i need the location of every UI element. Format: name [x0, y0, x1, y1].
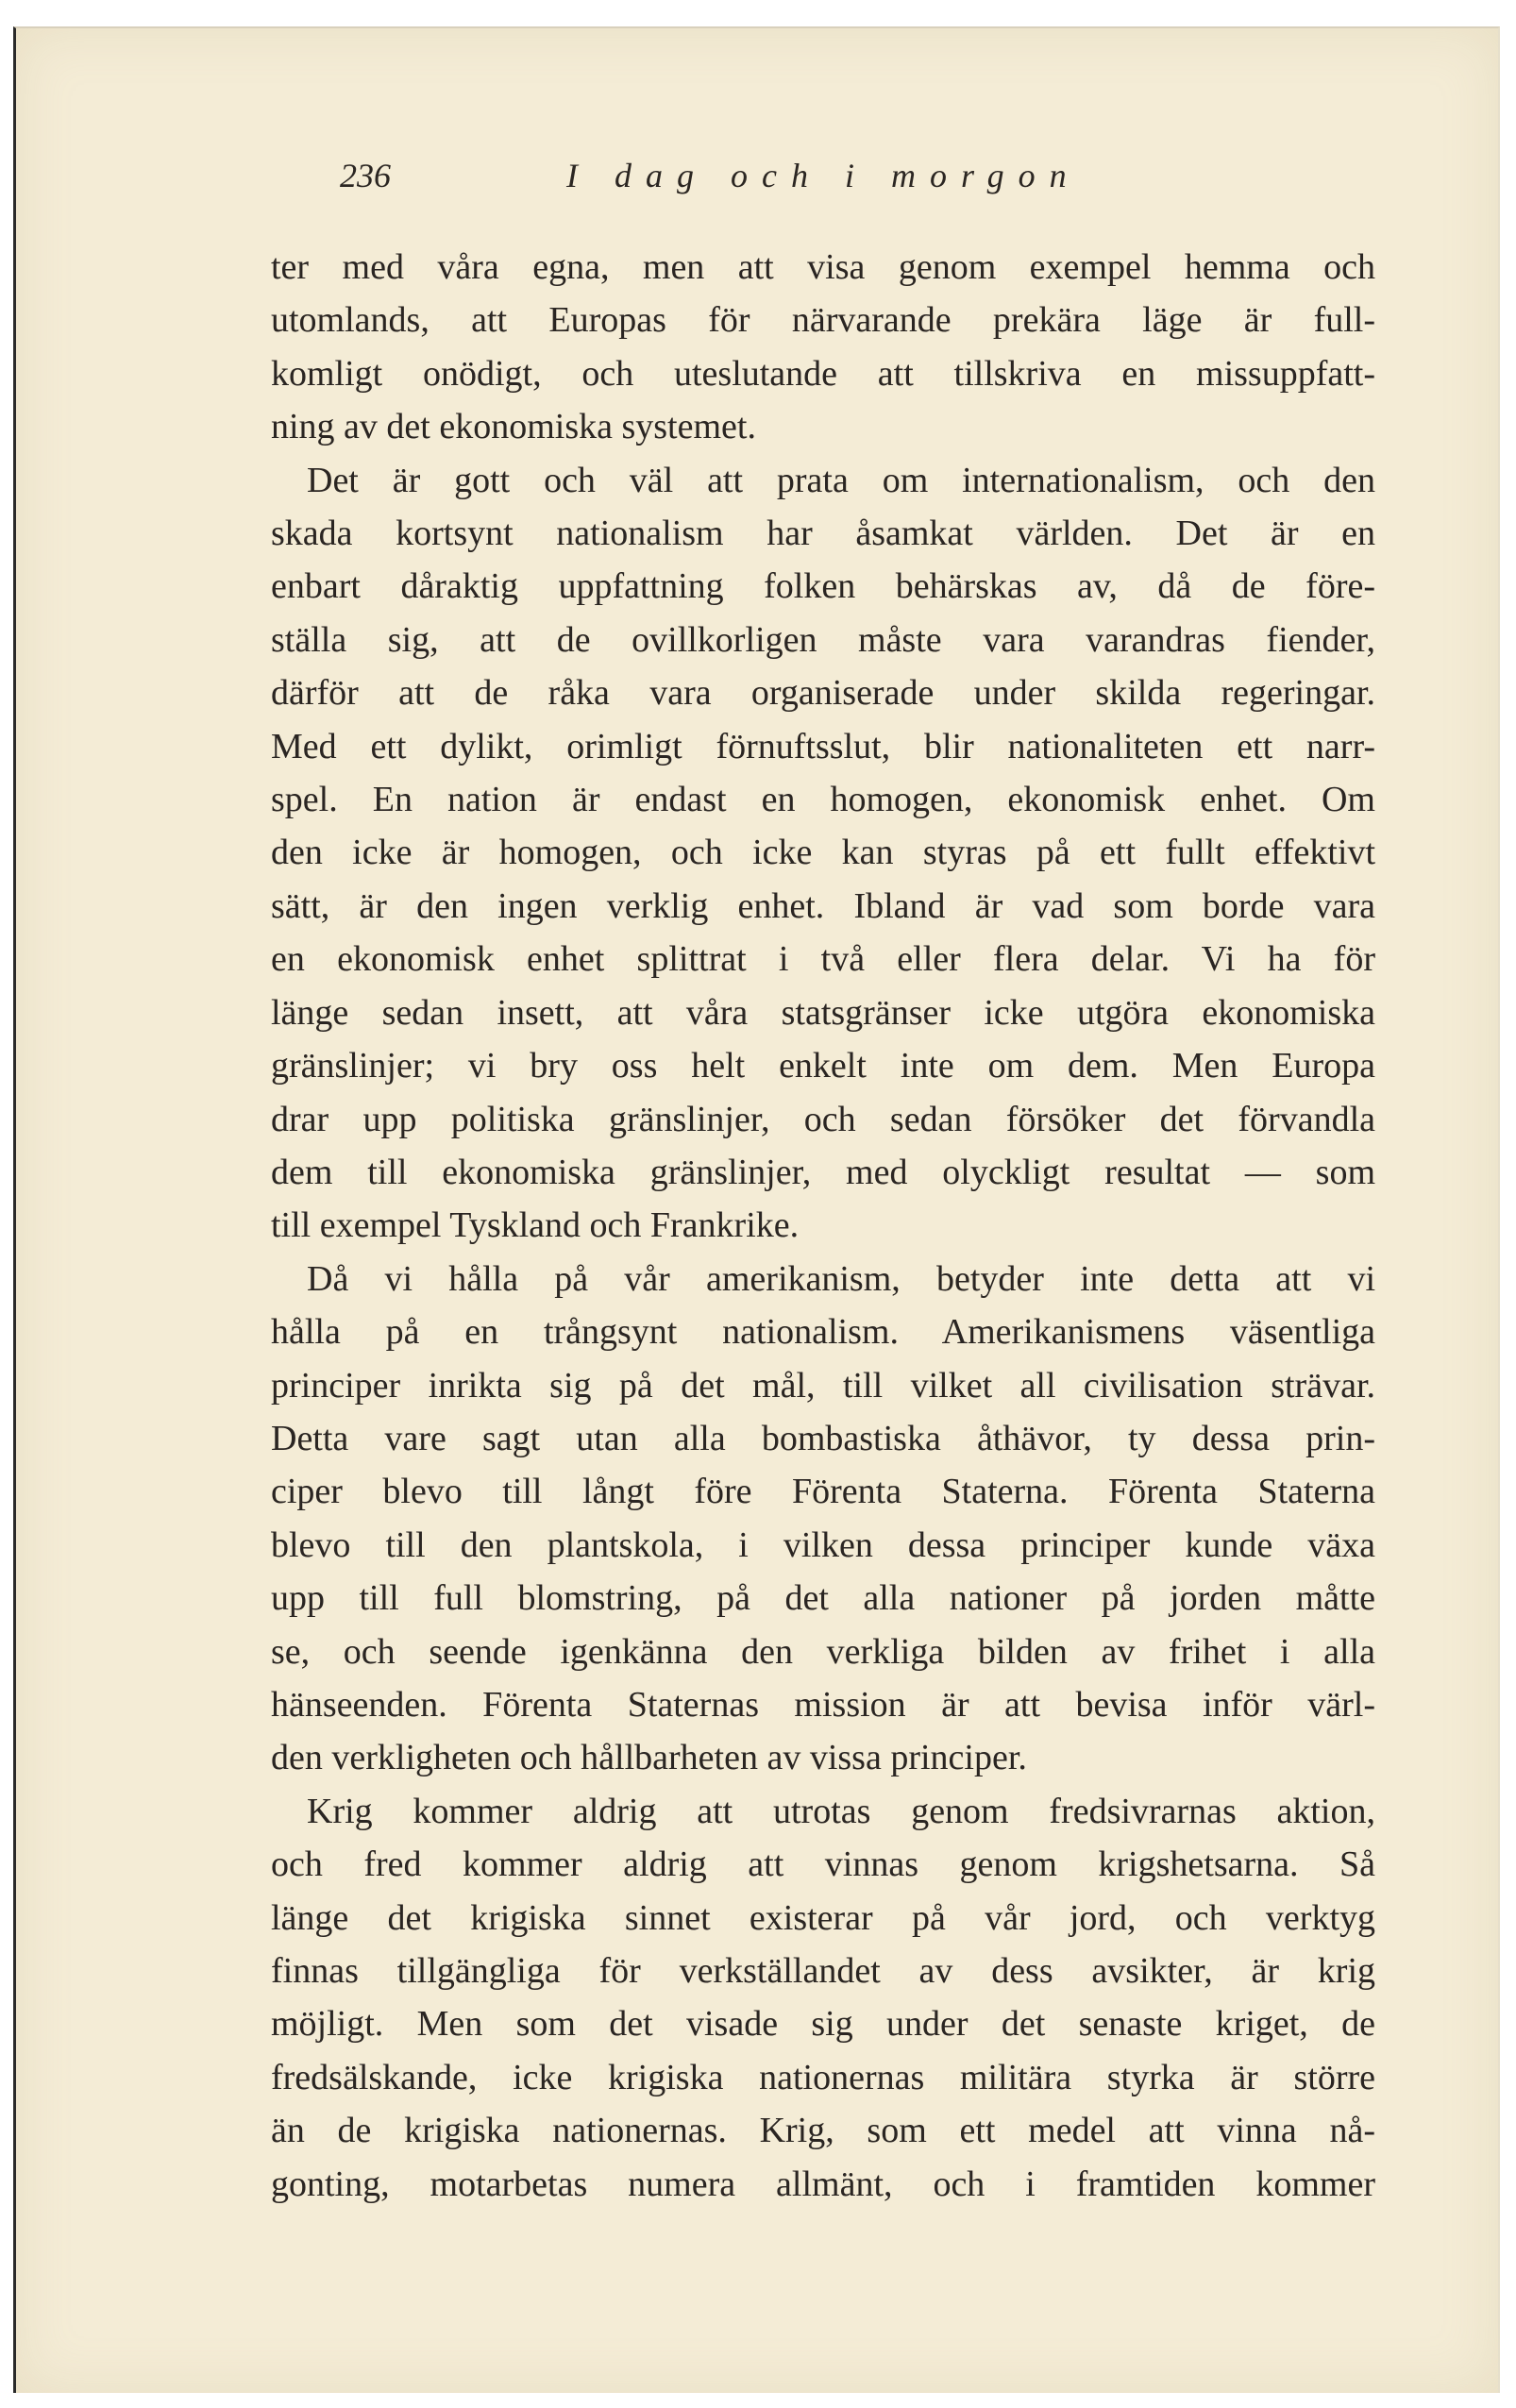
text-line: Med ett dylikt, orimligt förnuftsslut, blir nationaliteten ett narr- [271, 726, 1375, 766]
text-line: blevo till den plantskola, i vilken dessa principer kunde växa [271, 1524, 1375, 1565]
text-line: fredsälskande, icke krigiska nationernas militära styrka är större [271, 2057, 1375, 2097]
text-line: upp till full blomstring, på det alla nationer på jorden måtte [271, 1578, 1375, 1619]
running-title: I dag och i morgon [566, 157, 1081, 194]
text-line: länge sedan insett, att våra statsgränser icke utgöra ekonomiska [271, 992, 1375, 1033]
page-number: 236 [340, 157, 391, 194]
text-line: Detta vare sagt utan alla bombastiska åthävor, ty dessa prin- [271, 1418, 1375, 1458]
text-line: gränslinjer; vi bry oss helt enkelt inte om dem. Men Europa [271, 1046, 1375, 1086]
text-line: skada kortsynt nationalism har åsamkat världen. Det är en [271, 514, 1375, 554]
text-line: komligt onödigt, och uteslutande att tillskriva en missuppfatt- [271, 353, 1375, 394]
text-line: än de krigiska nationernas. Krig, som ett medel att vinna nå- [271, 2111, 1375, 2151]
paragraph-3 [271, 1253, 1375, 1785]
text-line: ning av det ekonomiska systemet. [271, 407, 756, 447]
running-head [340, 156, 1378, 212]
text-line: dem till ekonomiska gränslinjer, med olyckligt resultat — som [271, 1152, 1375, 1192]
paragraph-2 [271, 454, 1375, 1253]
text-line: länge det krigiska sinnet existerar på vår jord, och verktyg [271, 1897, 1375, 1938]
text-line: hänseenden. Förenta Staternas mission är att bevisa inför värl- [271, 1684, 1375, 1725]
text-line: finnas tillgängliga för verkställandet av dess avsikter, är krig [271, 1951, 1375, 1991]
text-line: ter med våra egna, men att visa genom exempel hemma och [271, 247, 1375, 287]
text-line: principer inrikta sig på det mål, till vilket all civilisation strävar. [271, 1365, 1375, 1406]
text-line: ciper blevo till långt före Förenta Staterna. Förenta Staterna [271, 1472, 1375, 1512]
text-line: utomlands, att Europas för närvarande prekära läge är full- [271, 300, 1375, 341]
text-line: spel. En nation är endast en homogen, ekonomisk enhet. Om [271, 780, 1375, 820]
body-text [271, 241, 1375, 2211]
text-line: därför att de råka vara organiserade under skilda regeringar. [271, 673, 1375, 714]
text-line: Det är gott och väl att prata om internationalism, och den [307, 460, 1375, 500]
text-line: Då vi hålla på vår amerikanism, betyder inte detta att vi [307, 1258, 1375, 1299]
text-line: sätt, är den ingen verklig enhet. Ibland är vad som borde vara [271, 885, 1375, 926]
text-line: till exempel Tyskland och Frankrike. [271, 1205, 800, 1246]
text-line: den verkligheten och hållbarheten av vissa principer. [271, 1738, 1027, 1778]
text-line: gonting, motarbetas numera allmänt, och i framtiden kommer [271, 2164, 1375, 2204]
text-line: enbart dåraktig uppfattning folken behärskas av, då de före- [271, 566, 1375, 607]
text-line: ställa sig, att de ovillkorligen måste vara varandras fiender, [271, 619, 1375, 660]
paragraph-1 [271, 241, 1375, 454]
paragraph-4 [271, 1785, 1375, 2211]
text-line: Krig kommer aldrig att utrotas genom fredsivrarnas aktion, [307, 1791, 1375, 1831]
text-line: se, och seende igenkänna den verkliga bilden av frihet i alla [271, 1631, 1375, 1672]
text-line: den icke är homogen, och icke kan styras på ett fullt effektivt [271, 833, 1375, 873]
text-line: drar upp politiska gränslinjer, och sedan försöker det förvandla [271, 1099, 1375, 1139]
text-line: möjligt. Men som det visade sig under det senaste kriget, de [271, 2004, 1375, 2045]
text-line: och fred kommer aldrig att vinnas genom krigshetsarna. Så [271, 1844, 1375, 1885]
text-line: hålla på en trångsynt nationalism. Amerikanismens väsentliga [271, 1312, 1375, 1353]
text-line: en ekonomisk enhet splittrat i två eller flera delar. Vi ha för [271, 939, 1375, 980]
